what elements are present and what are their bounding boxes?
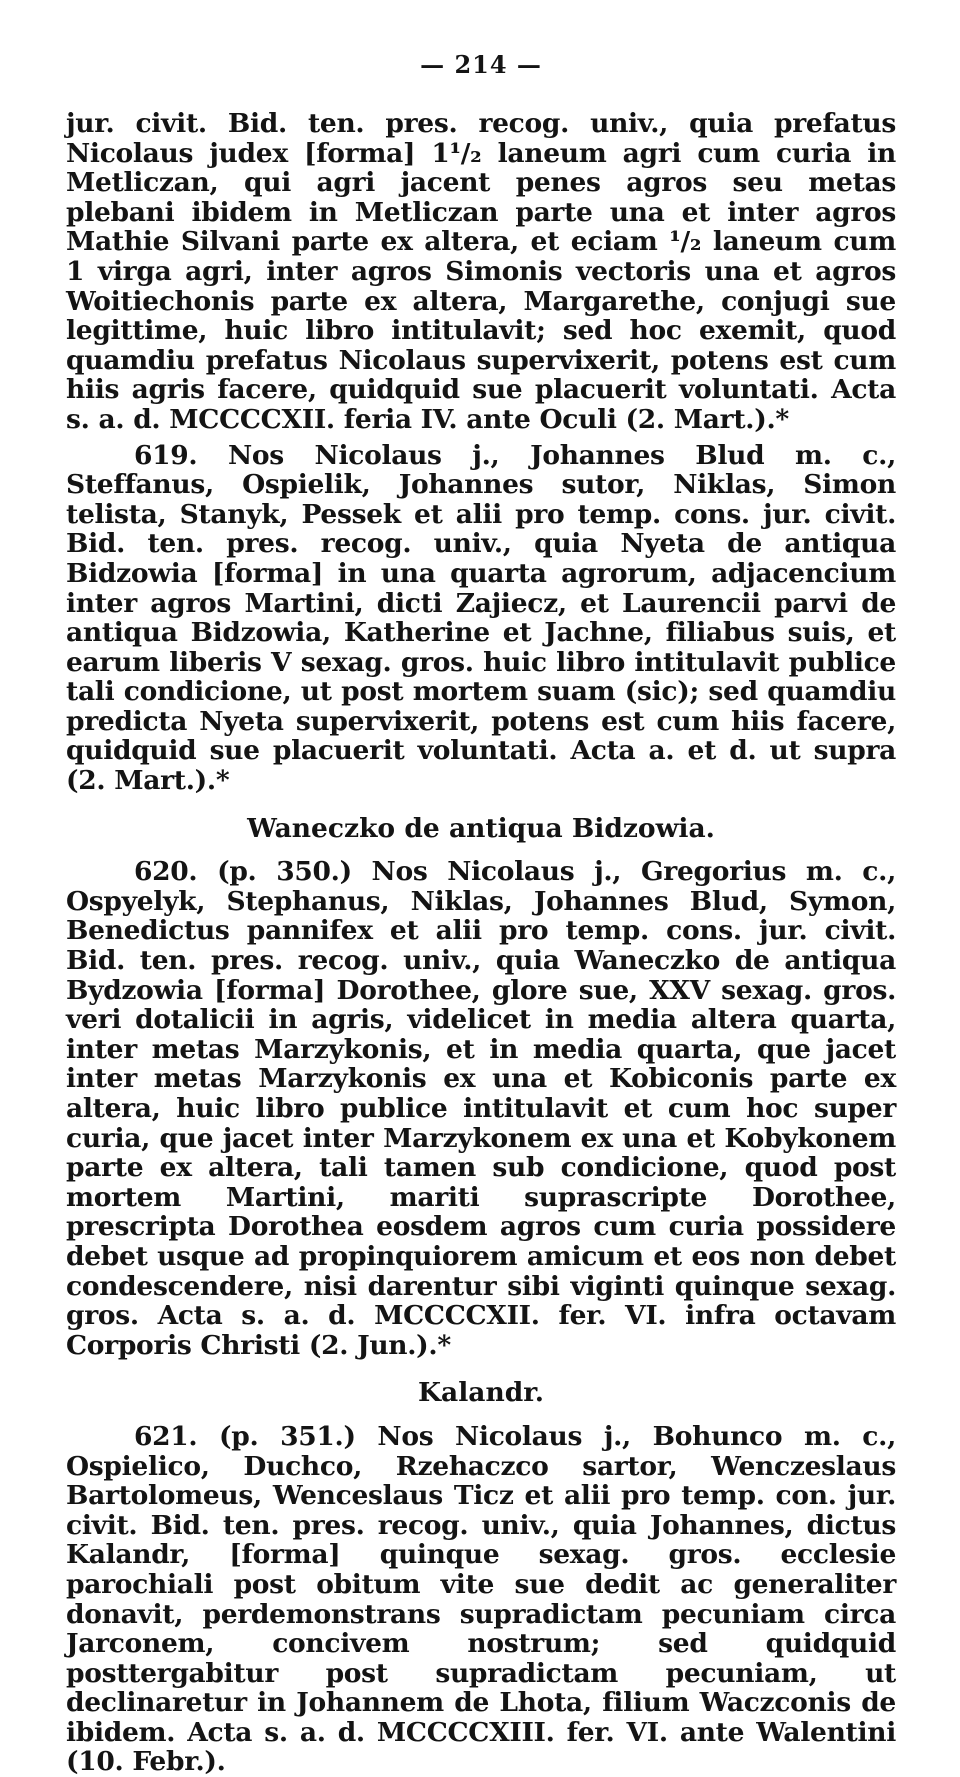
entry-heading-kalandr: Kalandr.	[418, 1377, 544, 1409]
paragraph-continuation: jur. civit. Bid. ten. pres. recog. univ., quia prefatus Nicolaus judex [forma] 1¹/₂ laneum agri cum curia in Metliczan, qui agri jacent penes agros seu metas plebani ibidem in Metliczan parte una et inter agros Mathie Silvani parte ex altera, et eciam ¹/₂ laneum cum 1 virga agri, inter agros Simonis vectoris una et agros Woitiechonis parte ex altera, Margarethe, conjugi sue legittime, huic libro intitulavit; sed hoc exemit, quod quamdiu prefatus Nicolaus supervixerit, potens est cum hiis agris facere, quidquid sue placuerit voluntati. Acta s. a. d. MCCCCXII. feria IV. ante Oculi (2. Mart.).*	[66, 108, 896, 435]
entry-619: 619. Nos Nicolaus j., Johannes Blud m. c., Steffanus, Ospielik, Johannes sutor, Niklas, Simon telista, Stanyk, Pessek et alii pro temp. cons. jur. civit. Bid. ten. pres. recog. univ., quia Nyeta de antiqua Bidzowia [forma] in una quarta agrorum, adjacencium inter agros Martini, dicti Zajiecz, et Laurencii parvi de antiqua Bidzowia, Katherine et Jachne, filiabus suis, et earum liberis V sexag. gros. huic libro intitulavit publice tali condicione, ut post mortem suam (sic); sed quamdiu predicta Nyeta supervixerit, potens est cum hiis facere, quidquid sue placuerit voluntati. Acta a. et d. ut supra (2. Mart.).*	[66, 439, 896, 797]
entry-620: 620. (p. 350.) Nos Nicolaus j., Gregorius m. c., Ospyelyk, Stephanus, Niklas, Johannes Blud, Symon, Benedictus pannifex et alii pro temp. cons. jur. civit. Bid. ten. pres. recog. univ., quia Waneczko de antiqua Bydzowia [forma] Dorothee, glore sue, XXV sexag. gros. veri dotalicii in agris, videlicet in media altera quarta, inter metas Marzykonis, et in media quarta, que jacet inter metas Marzykonis ex una et Kobiconis parte ex altera, huic libro publice intitulavit et cum hoc super curia, que jacet inter Marzykonem ex una et Kobykonem parte ex altera, tali tamen sub condicione, quod post mortem Martini, mariti suprascripte Dorothee, prescripta Dorothea eosdem agros cum curia possidere debet usque ad propinquiorem amicum et eos non debet condescendere, nisi darentur sibi viginti quinque sexag. gros. Acta s. a. d. MCCCCXII. fer. VI. infra octavam Corporis Christi (2. Jun.).*	[66, 856, 896, 1361]
document-page	[66, 50, 896, 1777]
entry-heading-waneczko: Waneczko de antiqua Bidzowia.	[247, 812, 715, 844]
entry-621: 621. (p. 351.) Nos Nicolaus j., Bohunco m. c., Ospielico, Duchco, Rzehaczco sartor, Wenczeslaus Bartolomeus, Wenceslaus Ticz et alii pro temp. con. jur. civit. Bid. ten. pres. recog. univ., quia Johannes, dictus Kalandr, [forma] quinque sexag. gros. ecclesie parochiali post obitum vite sue dedit ac generaliter donavit, perdemonstrans supradictam pecuniam circa Jarconem, concivem nostrum; sed quidquid posttergabitur post supradictam pecuniam, ut declinaretur in Johannem de Lhota, filium Waczconis de ibidem. Acta s. a. d. MCCCCXIII. fer. VI. ante Walentini (10. Febr.).	[66, 1420, 896, 1777]
page-number: — 214 —	[420, 50, 542, 79]
